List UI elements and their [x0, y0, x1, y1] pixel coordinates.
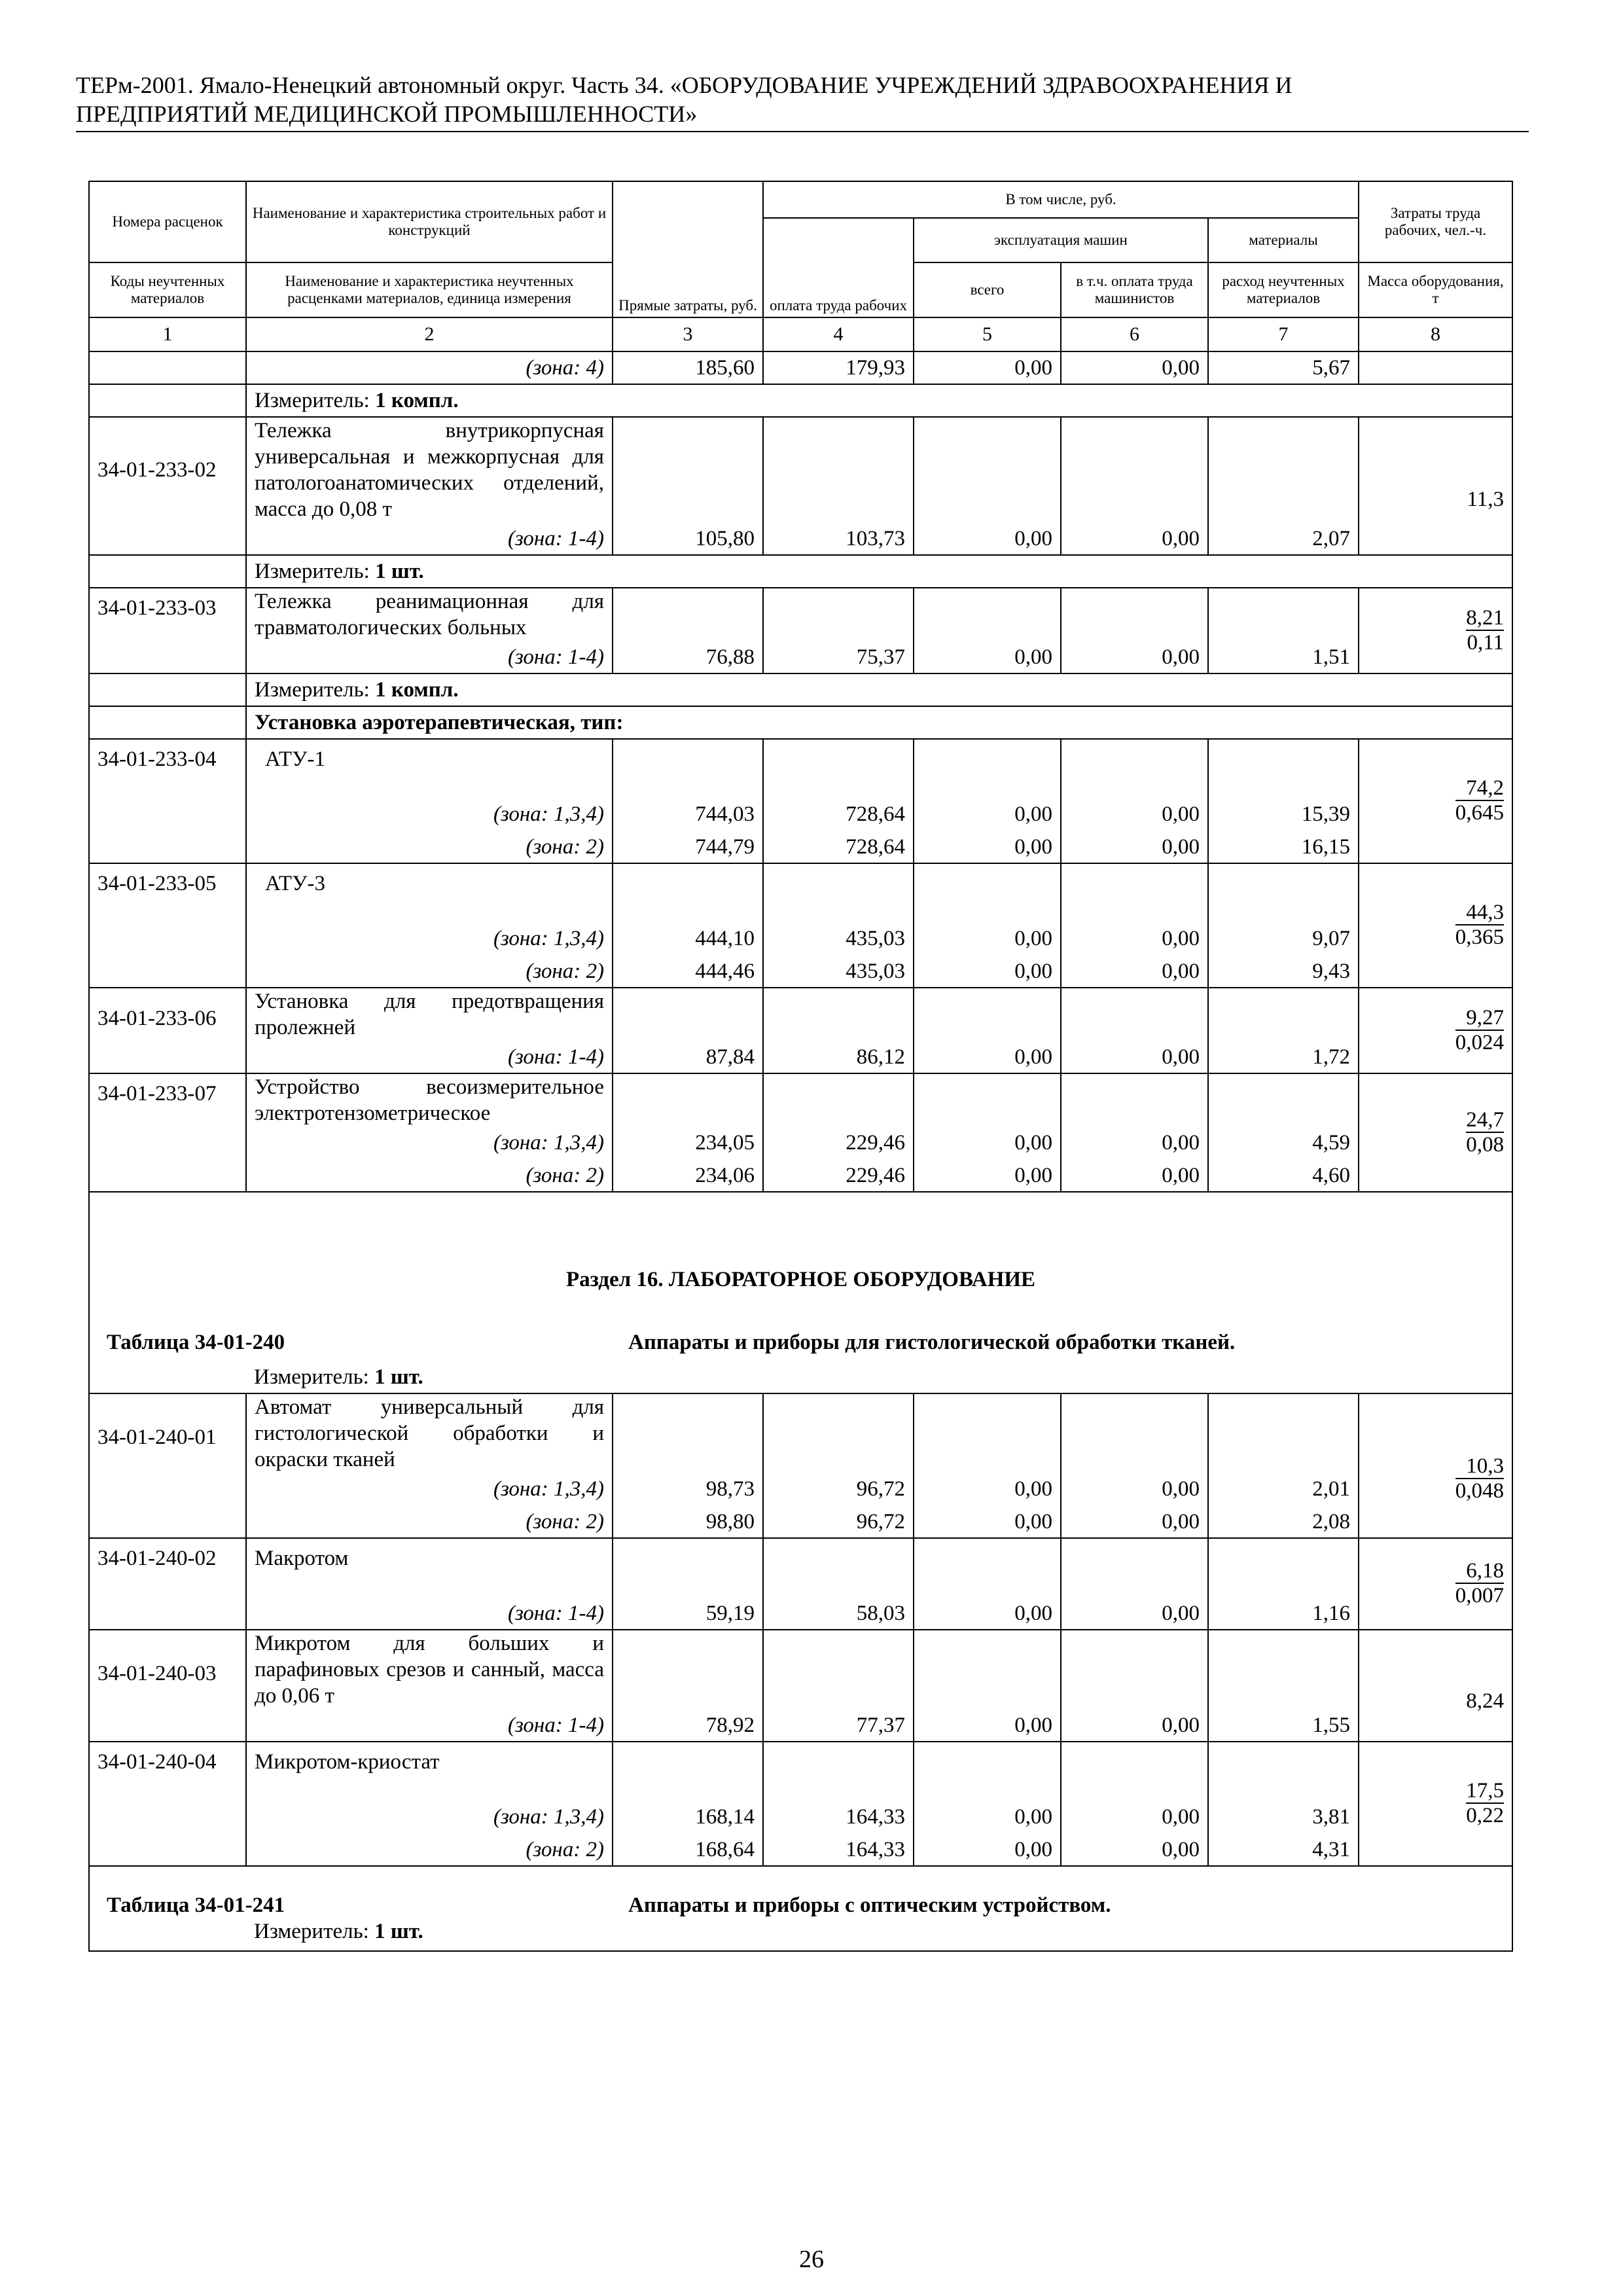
table-row: [89, 1742, 1512, 1801]
table-number: Таблица 34-01-241: [89, 1866, 613, 1918]
zone-label: (зона: 1-4): [246, 1041, 613, 1073]
equipment-mass: 0,048: [1455, 1479, 1505, 1503]
machines-total: 0,00: [914, 351, 1061, 384]
wages: 86,12: [763, 1041, 914, 1073]
page-number: 26: [799, 2246, 824, 2273]
table-row: [89, 739, 1512, 798]
wages: 728,64: [763, 831, 914, 863]
operators-wages: 0,00: [1061, 522, 1208, 555]
direct-costs: 87,84: [613, 1041, 763, 1073]
col-header-materials: материалы: [1208, 218, 1359, 262]
rate-code: 34-01-240-04: [89, 1742, 246, 1866]
direct-costs: 744,03: [613, 798, 763, 831]
group-row: [89, 706, 1512, 739]
direct-costs: 78,92: [613, 1709, 763, 1742]
equipment-mass: 0,024: [1455, 1030, 1505, 1054]
col-header-material-names: Наименование и характеристика неучтенных расценками материалов, единица измерения: [246, 262, 613, 317]
equipment-mass: 0,645: [1455, 801, 1505, 825]
meter-label: Измеритель: 1 компл.: [246, 384, 1512, 417]
table-row: [89, 1473, 1512, 1505]
zone-label: (зона: 1,3,4): [246, 1473, 613, 1505]
rate-code: 34-01-233-02: [89, 417, 246, 555]
table-row: [89, 988, 1512, 1041]
wages: 96,72: [763, 1505, 914, 1538]
operators-wages: 0,00: [1061, 351, 1208, 384]
col-number: 5: [914, 317, 1061, 351]
table-name: Аппараты и приборы с оптическим устройством.: [613, 1866, 1512, 1918]
direct-costs: 98,73: [613, 1473, 763, 1505]
direct-costs: 444,10: [613, 922, 763, 955]
operators-wages: 0,00: [1061, 1801, 1208, 1833]
zone-label: (зона: 2): [246, 831, 613, 863]
wages: 75,37: [763, 641, 914, 673]
wages: 58,03: [763, 1597, 914, 1630]
operators-wages: 0,00: [1061, 798, 1208, 831]
wages: 229,46: [763, 1126, 914, 1159]
labor-mass: [1359, 988, 1512, 1073]
col-number: 2: [246, 317, 613, 351]
labor-mass: [1359, 739, 1512, 863]
zone-label: (зона: 1,3,4): [246, 1126, 613, 1159]
equipment-mass: 0,08: [1466, 1132, 1505, 1157]
header-line-1: ТЕРм-2001. Ямало-Ненецкий автономный округ. Часть 34. «ОБОРУДОВАНИЕ УЧРЕЖДЕНИЙ ЗДРАВООХРАНЕНИЯ И: [76, 72, 1293, 98]
wages: 164,33: [763, 1833, 914, 1866]
operators-wages: 0,00: [1061, 1597, 1208, 1630]
machines-total: 0,00: [914, 1505, 1061, 1538]
materials: 1,16: [1208, 1597, 1359, 1630]
machines-total: 0,00: [914, 1801, 1061, 1833]
rate-code: 34-01-240-02: [89, 1538, 246, 1630]
machines-total: 0,00: [914, 522, 1061, 555]
col-header-direct-costs: Прямые затраты, руб.: [613, 181, 763, 317]
meter-row: [89, 555, 1512, 588]
materials: 2,07: [1208, 522, 1359, 555]
wages: 77,37: [763, 1709, 914, 1742]
table-title-row: [89, 1866, 1512, 1918]
meter-label: Измеритель: 1 компл.: [246, 673, 1512, 706]
materials: 16,15: [1208, 831, 1359, 863]
machines-total: 0,00: [914, 1709, 1061, 1742]
direct-costs: 59,19: [613, 1597, 763, 1630]
equipment-mass: 0,007: [1455, 1584, 1505, 1607]
operators-wages: 0,00: [1061, 1159, 1208, 1192]
col-header-labor: Затраты труда рабочих, чел.-ч.: [1359, 181, 1512, 262]
materials: 2,01: [1208, 1473, 1359, 1505]
labor-cost: 6,18: [1455, 1559, 1504, 1584]
machines-total: 0,00: [914, 798, 1061, 831]
materials: 4,31: [1208, 1833, 1359, 1866]
col-number: 4: [763, 317, 914, 351]
table-row: [89, 351, 1512, 384]
equipment-mass: 0,11: [1467, 630, 1505, 655]
meter-row: [89, 673, 1512, 706]
wages: 179,93: [763, 351, 914, 384]
wages: 435,03: [763, 955, 914, 988]
col-number: 8: [1359, 317, 1512, 351]
labor-cost: 10,3: [1455, 1454, 1504, 1479]
direct-costs: 168,14: [613, 1801, 763, 1833]
table-row: [89, 1041, 1512, 1073]
table-row: [89, 1393, 1512, 1473]
rate-name: Автомат универсальный для гистологической обработки и окраски тканей: [246, 1393, 613, 1473]
operators-wages: 0,00: [1061, 955, 1208, 988]
table-title-row: [89, 1297, 1512, 1355]
labor-cost: 8,21: [1466, 605, 1505, 630]
labor-mass: 8,24: [1359, 1630, 1512, 1742]
table-row: [89, 1505, 1512, 1538]
col-header-mass: Масса оборудования, т: [1359, 262, 1512, 317]
table-row: [89, 1126, 1512, 1159]
rate-name: Тележка реанимационная для травматологических больных: [246, 588, 613, 641]
col-number: 3: [613, 317, 763, 351]
col-header-unaccounted: расход неучтенных материалов: [1208, 262, 1359, 317]
rate-code: 34-01-240-01: [89, 1393, 246, 1538]
rate-code: 34-01-233-06: [89, 988, 246, 1073]
table-row: [89, 1159, 1512, 1192]
header-rule: [76, 131, 1529, 132]
machines-total: 0,00: [914, 1041, 1061, 1073]
machines-total: 0,00: [914, 1833, 1061, 1866]
meter-label: Измеритель: 1 шт.: [246, 555, 1512, 588]
table-row: [89, 1538, 1512, 1597]
materials: 1,72: [1208, 1041, 1359, 1073]
zone-label: (зона: 2): [246, 1505, 613, 1538]
direct-costs: 168,64: [613, 1833, 763, 1866]
rate-name: Макротом: [246, 1538, 613, 1597]
rate-code: 34-01-233-04: [89, 739, 246, 863]
operators-wages: 0,00: [1061, 831, 1208, 863]
rate-code: 34-01-233-03: [89, 588, 246, 673]
labor-mass: [1359, 1742, 1512, 1866]
rate-code: 34-01-233-07: [89, 1073, 246, 1192]
materials: 5,67: [1208, 351, 1359, 384]
machines-total: 0,00: [914, 1473, 1061, 1505]
table-row: [89, 1801, 1512, 1833]
operators-wages: 0,00: [1061, 1473, 1208, 1505]
machines-total: 0,00: [914, 1126, 1061, 1159]
zone-label: (зона: 2): [246, 955, 613, 988]
table-row: [89, 522, 1512, 555]
header-line-2: ПРЕДПРИЯТИЙ МЕДИЦИНСКОЙ ПРОМЫШЛЕННОСТИ»: [76, 101, 698, 127]
rate-code: 34-01-233-05: [89, 863, 246, 988]
materials: 1,55: [1208, 1709, 1359, 1742]
zone-label: (зона: 1,3,4): [246, 1801, 613, 1833]
operators-wages: 0,00: [1061, 1041, 1208, 1073]
section-row: [89, 1192, 1512, 1297]
labor-mass: [1359, 1073, 1512, 1192]
labor-cost: 74,2: [1455, 776, 1504, 801]
direct-costs: 444,46: [613, 955, 763, 988]
meter-row: [89, 1361, 1512, 1393]
wages: 96,72: [763, 1473, 914, 1505]
operators-wages: 0,00: [1061, 641, 1208, 673]
col-number: 6: [1061, 317, 1208, 351]
wages: 728,64: [763, 798, 914, 831]
zone-label: (зона: 4): [246, 351, 613, 384]
wages: 435,03: [763, 922, 914, 955]
table-row: [89, 955, 1512, 988]
col-header-material-codes: Коды неучтенных материалов: [89, 262, 246, 317]
zone-label: (зона: 1-4): [246, 641, 613, 673]
rate-name: Микротом-криостат: [246, 1742, 613, 1801]
machines-total: 0,00: [914, 922, 1061, 955]
direct-costs: 98,80: [613, 1505, 763, 1538]
col-header-including: В том числе, руб.: [763, 181, 1359, 218]
wages: 103,73: [763, 522, 914, 555]
zone-label: (зона: 2): [246, 1159, 613, 1192]
column-numbers-row: [89, 317, 1512, 351]
machines-total: 0,00: [914, 1159, 1061, 1192]
zone-label: (зона: 1,3,4): [246, 798, 613, 831]
zone-label: (зона: 1-4): [246, 522, 613, 555]
operators-wages: 0,00: [1061, 922, 1208, 955]
labor-mass: [1359, 863, 1512, 988]
materials: 15,39: [1208, 798, 1359, 831]
rate-name: АТУ-3: [246, 863, 613, 922]
labor-cost: 24,7: [1466, 1107, 1505, 1132]
table-row: [89, 1709, 1512, 1742]
materials: 9,07: [1208, 922, 1359, 955]
direct-costs: 185,60: [613, 351, 763, 384]
materials: 1,51: [1208, 641, 1359, 673]
labor-cost: 9,27: [1455, 1006, 1504, 1031]
table-row: [89, 417, 1512, 522]
table-row: [89, 1833, 1512, 1866]
rates-table: [88, 181, 1513, 1952]
rate-name: Устройство весоизмерительное электротензометрическое: [246, 1073, 613, 1126]
equipment-mass: 0,365: [1455, 925, 1505, 949]
direct-costs: 105,80: [613, 522, 763, 555]
col-number: 1: [89, 317, 246, 351]
col-header-machines: эксплуатация машин: [914, 218, 1208, 262]
operators-wages: 0,00: [1061, 1126, 1208, 1159]
table-row: [89, 863, 1512, 922]
labor-mass: [1359, 1393, 1512, 1538]
rate-name: Микротом для больших и парафиновых срезов и санный, масса до 0,06 т: [246, 1630, 613, 1709]
direct-costs: 744,79: [613, 831, 763, 863]
labor-mass: [1359, 1538, 1512, 1630]
meter-row: [89, 1918, 1512, 1951]
meter-label: Измеритель: 1 шт.: [246, 1361, 1512, 1393]
col-header-machines-total: всего: [914, 262, 1061, 317]
zone-label: (зона: 2): [246, 1833, 613, 1866]
page-header: [76, 71, 1529, 128]
equipment-mass: 0,22: [1466, 1804, 1505, 1827]
table-row: [89, 588, 1512, 641]
group-title: Установка аэротерапевтическая, тип:: [246, 706, 1512, 739]
operators-wages: 0,00: [1061, 1709, 1208, 1742]
labor-cost: 44,3: [1455, 901, 1504, 925]
materials: 2,08: [1208, 1505, 1359, 1538]
rate-name: Установка для предотвращения пролежней: [246, 988, 613, 1041]
col-header-operators: в т.ч. оплата труда машинистов: [1061, 262, 1208, 317]
table-number: Таблица 34-01-240: [89, 1297, 613, 1355]
meter-row: [89, 384, 1512, 417]
materials: 3,81: [1208, 1801, 1359, 1833]
materials: 4,60: [1208, 1159, 1359, 1192]
machines-total: 0,00: [914, 955, 1061, 988]
table-row: [89, 1630, 1512, 1709]
direct-costs: 234,05: [613, 1126, 763, 1159]
machines-total: 0,00: [914, 831, 1061, 863]
table-row: [89, 641, 1512, 673]
materials: 4,59: [1208, 1126, 1359, 1159]
table-row: [89, 1597, 1512, 1630]
rate-name: Тележка внутрикорпусная универсальная и межкорпусная для патологоанатомических отделений, масса до 0,08 т: [246, 417, 613, 522]
meter-label: Измеритель: 1 шт.: [246, 1918, 1512, 1951]
wages: 229,46: [763, 1159, 914, 1192]
table-row: [89, 798, 1512, 831]
rate-code: 34-01-240-03: [89, 1630, 246, 1742]
col-header-name: Наименование и характеристика строительных работ и конструкций: [246, 181, 613, 262]
section-title: Раздел 16. ЛАБОРАТОРНОЕ ОБОРУДОВАНИЕ: [89, 1192, 1512, 1297]
col-number: 7: [1208, 317, 1359, 351]
table-name: Аппараты и приборы для гистологической обработки тканей.: [613, 1297, 1512, 1355]
machines-total: 0,00: [914, 641, 1061, 673]
operators-wages: 0,00: [1061, 1833, 1208, 1866]
table-row: [89, 831, 1512, 863]
materials: 9,43: [1208, 955, 1359, 988]
zone-label: (зона: 1,3,4): [246, 922, 613, 955]
machines-total: 0,00: [914, 1597, 1061, 1630]
rate-name: АТУ-1: [246, 739, 613, 798]
labor-cost: 17,5: [1466, 1779, 1505, 1803]
zone-label: (зона: 1-4): [246, 1709, 613, 1742]
direct-costs: 234,06: [613, 1159, 763, 1192]
zone-label: (зона: 1-4): [246, 1597, 613, 1630]
table-row: [89, 922, 1512, 955]
table-row: [89, 1073, 1512, 1126]
labor-mass: [1359, 588, 1512, 673]
operators-wages: 0,00: [1061, 1505, 1208, 1538]
wages: 164,33: [763, 1801, 914, 1833]
labor-mass: 11,3: [1359, 417, 1512, 555]
col-header-wages: оплата труда рабочих: [763, 218, 914, 317]
direct-costs: 76,88: [613, 641, 763, 673]
col-header-codes: Номера расценок: [89, 181, 246, 262]
